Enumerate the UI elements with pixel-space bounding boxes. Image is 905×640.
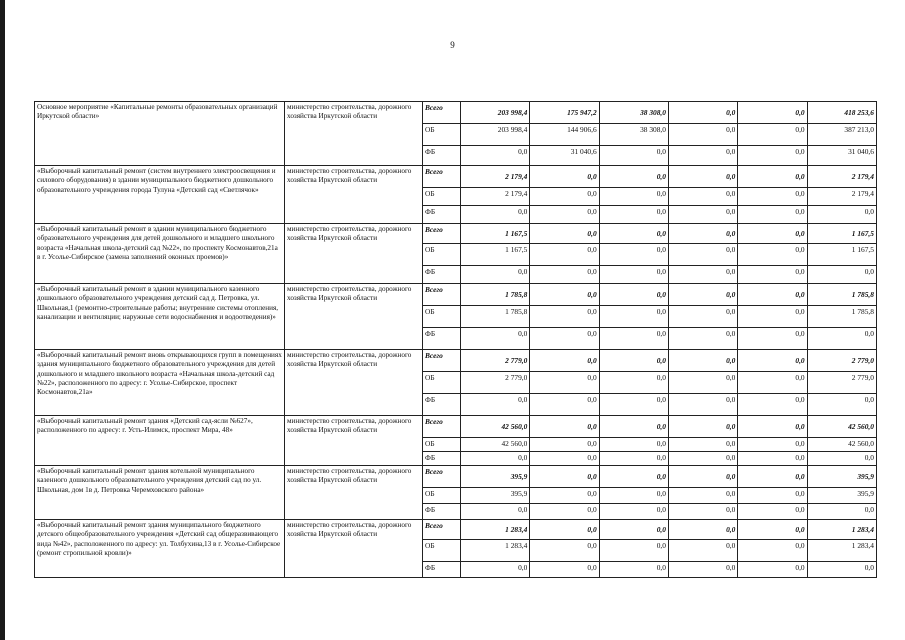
funding-source: Всего: [423, 466, 461, 488]
funding-source: ФБ: [423, 328, 461, 350]
total-amount-cell: 418 253,6: [807, 102, 876, 124]
amount-cell: 0,0: [599, 452, 668, 466]
amount-cell: 0,0: [599, 266, 668, 284]
amount-cell: 0,0: [668, 452, 737, 466]
amount-cell: 2 179,4: [461, 188, 530, 206]
total-amount-cell: 0,0: [807, 328, 876, 350]
funding-source: ФБ: [423, 266, 461, 284]
amount-cell: 2 779,0: [461, 350, 530, 372]
amount-cell: 0,0: [738, 102, 807, 124]
amount-cell: 0,0: [738, 206, 807, 224]
amount-cell: 0,0: [738, 452, 807, 466]
amount-cell: 144 906,6: [530, 124, 599, 146]
funding-source: ОБ: [423, 488, 461, 504]
amount-cell: 0,0: [599, 416, 668, 438]
total-amount-cell: 2 779,0: [807, 372, 876, 394]
amount-cell: 0,0: [530, 540, 599, 562]
total-amount-cell: 0,0: [807, 206, 876, 224]
budget-table-body: [35, 102, 877, 578]
amount-cell: 0,0: [530, 224, 599, 244]
funding-source: ФБ: [423, 394, 461, 416]
amount-cell: 0,0: [530, 166, 599, 188]
amount-cell: 0,0: [599, 394, 668, 416]
amount-cell: 0,0: [461, 394, 530, 416]
measure-description: «Выборочный капитальный ремонт в здании муниципального бюджетного образовательного учреждения для детей дошкольного и младшего школьного возраста «Начальная школа-детский сад №22», по проспекту Космонавтов,21а в г. Усолье-Сибирское (замена заполнений оконных проемов)»: [35, 224, 285, 284]
funding-source: ОБ: [423, 438, 461, 452]
amount-cell: 0,0: [668, 266, 737, 284]
responsible-executor: министерство строительства, дорожного хозяйства Иркутской области: [285, 416, 423, 466]
amount-cell: 2 779,0: [461, 372, 530, 394]
funding-source: ОБ: [423, 540, 461, 562]
responsible-executor: министерство строительства, дорожного хозяйства Иркутской области: [285, 466, 423, 520]
amount-cell: 0,0: [738, 224, 807, 244]
amount-cell: 1 283,4: [461, 520, 530, 540]
total-amount-cell: 1 785,8: [807, 284, 876, 306]
amount-cell: 0,0: [461, 266, 530, 284]
funding-source: ФБ: [423, 452, 461, 466]
funding-source: Всего: [423, 416, 461, 438]
measure-description: «Выборочный капитальный ремонт здания котельной муниципального казенного дошкольного образовательного учреждения детский сад по ул. Школьная, дом 1в д. Петровка Черемховского района»: [35, 466, 285, 520]
responsible-executor: министерство строительства, дорожного хозяйства Иркутской области: [285, 102, 423, 166]
funding-source: ФБ: [423, 206, 461, 224]
amount-cell: 0,0: [530, 416, 599, 438]
amount-cell: 0,0: [461, 504, 530, 520]
table-row: [35, 520, 877, 540]
total-amount-cell: 2 179,4: [807, 166, 876, 188]
amount-cell: 0,0: [738, 540, 807, 562]
amount-cell: 0,0: [668, 166, 737, 188]
amount-cell: 0,0: [668, 188, 737, 206]
amount-cell: 395,9: [461, 488, 530, 504]
amount-cell: 0,0: [530, 438, 599, 452]
amount-cell: 0,0: [599, 540, 668, 562]
amount-cell: 0,0: [461, 206, 530, 224]
amount-cell: 0,0: [599, 350, 668, 372]
amount-cell: 0,0: [668, 350, 737, 372]
amount-cell: 0,0: [530, 284, 599, 306]
total-amount-cell: 387 213,0: [807, 124, 876, 146]
amount-cell: 0,0: [668, 520, 737, 540]
amount-cell: 0,0: [530, 188, 599, 206]
amount-cell: 0,0: [738, 306, 807, 328]
scan-edge: [0, 0, 5, 640]
amount-cell: 0,0: [738, 488, 807, 504]
funding-source: ФБ: [423, 146, 461, 166]
amount-cell: 0,0: [738, 350, 807, 372]
funding-source: Всего: [423, 284, 461, 306]
responsible-executor: министерство строительства, дорожного хозяйства Иркутской области: [285, 224, 423, 284]
amount-cell: 0,0: [530, 520, 599, 540]
amount-cell: 0,0: [668, 206, 737, 224]
amount-cell: 0,0: [738, 520, 807, 540]
amount-cell: 0,0: [599, 146, 668, 166]
total-amount-cell: 2 779,0: [807, 350, 876, 372]
amount-cell: 1 283,4: [461, 540, 530, 562]
amount-cell: 42 560,0: [461, 416, 530, 438]
funding-source: Всего: [423, 166, 461, 188]
amount-cell: 203 998,4: [461, 102, 530, 124]
amount-cell: 0,0: [668, 306, 737, 328]
amount-cell: 0,0: [599, 224, 668, 244]
table-row: [35, 466, 877, 488]
total-amount-cell: 1 167,5: [807, 244, 876, 266]
amount-cell: 0,0: [530, 562, 599, 578]
funding-source: Всего: [423, 224, 461, 244]
amount-cell: 0,0: [738, 416, 807, 438]
amount-cell: 0,0: [530, 452, 599, 466]
funding-source: Всего: [423, 102, 461, 124]
responsible-executor: министерство строительства, дорожного хозяйства Иркутской области: [285, 520, 423, 578]
amount-cell: 0,0: [738, 466, 807, 488]
amount-cell: 0,0: [738, 124, 807, 146]
amount-cell: 0,0: [668, 466, 737, 488]
amount-cell: 0,0: [461, 146, 530, 166]
amount-cell: 0,0: [738, 504, 807, 520]
amount-cell: 0,0: [738, 328, 807, 350]
amount-cell: 0,0: [530, 488, 599, 504]
amount-cell: 42 560,0: [461, 438, 530, 452]
measure-description: «Выборочный капитальный ремонт вновь открывающихся групп в помещениях здания муниципального бюджетного образовательного учреждения для детей дошкольного и младшего школьного возраста «Начальная школа-детский сад №22», расположенного по адресу: г. Усолье-Сибирское, проспект Космонавтов,21а»: [35, 350, 285, 416]
measure-description: Основное мероприятие «Капитальные ремонты образовательных организаций Иркутской области»: [35, 102, 285, 166]
amount-cell: 0,0: [738, 372, 807, 394]
measure-description: «Выборочный капитальный ремонт (систем внутреннего электроосвещения и силового оборудования) в здании муниципального бюджетного дошкольного образовательного учреждения города Тулуна «Детский сад «Светлячок»: [35, 166, 285, 224]
total-amount-cell: 1 283,4: [807, 540, 876, 562]
amount-cell: 0,0: [599, 328, 668, 350]
amount-cell: 0,0: [530, 306, 599, 328]
amount-cell: 1 167,5: [461, 224, 530, 244]
total-amount-cell: 395,9: [807, 466, 876, 488]
amount-cell: 0,0: [599, 372, 668, 394]
amount-cell: 0,0: [668, 504, 737, 520]
amount-cell: 0,0: [530, 206, 599, 224]
amount-cell: 175 947,2: [530, 102, 599, 124]
amount-cell: 0,0: [530, 466, 599, 488]
amount-cell: 1 785,8: [461, 284, 530, 306]
amount-cell: 0,0: [738, 244, 807, 266]
amount-cell: 0,0: [668, 284, 737, 306]
amount-cell: 0,0: [599, 520, 668, 540]
total-amount-cell: 1 785,8: [807, 306, 876, 328]
amount-cell: 0,0: [738, 146, 807, 166]
amount-cell: 0,0: [530, 266, 599, 284]
budget-table: [34, 101, 877, 578]
funding-source: ОБ: [423, 306, 461, 328]
total-amount-cell: 0,0: [807, 562, 876, 578]
funding-source: Всего: [423, 350, 461, 372]
amount-cell: 0,0: [738, 394, 807, 416]
funding-source: ФБ: [423, 504, 461, 520]
amount-cell: 1 167,5: [461, 244, 530, 266]
amount-cell: 0,0: [599, 488, 668, 504]
amount-cell: 0,0: [668, 224, 737, 244]
funding-source: ОБ: [423, 188, 461, 206]
amount-cell: 0,0: [599, 284, 668, 306]
funding-source: ОБ: [423, 372, 461, 394]
amount-cell: 0,0: [599, 504, 668, 520]
total-amount-cell: 2 179,4: [807, 188, 876, 206]
amount-cell: 1 785,8: [461, 306, 530, 328]
total-amount-cell: 0,0: [807, 266, 876, 284]
amount-cell: 0,0: [599, 466, 668, 488]
amount-cell: 0,0: [668, 102, 737, 124]
amount-cell: 0,0: [668, 562, 737, 578]
amount-cell: 0,0: [738, 266, 807, 284]
amount-cell: 0,0: [461, 562, 530, 578]
amount-cell: 0,0: [738, 166, 807, 188]
measure-description: «Выборочный капитальный ремонт здания муниципального бюджетного детского общеобразовательного учреждения «Детский сад общеразвивающего вида №42», расположенного по адресу: ул. Толбухина,13 в г. Усолье-Сибирское (ремонт стропильной кровли)»: [35, 520, 285, 578]
amount-cell: 0,0: [530, 504, 599, 520]
amount-cell: 0,0: [461, 452, 530, 466]
amount-cell: 0,0: [599, 206, 668, 224]
amount-cell: 0,0: [599, 166, 668, 188]
total-amount-cell: 395,9: [807, 488, 876, 504]
table-row: [35, 166, 877, 188]
amount-cell: 0,0: [530, 372, 599, 394]
responsible-executor: министерство строительства, дорожного хозяйства Иркутской области: [285, 166, 423, 224]
amount-cell: 0,0: [738, 284, 807, 306]
amount-cell: 0,0: [530, 328, 599, 350]
amount-cell: 0,0: [599, 562, 668, 578]
amount-cell: 395,9: [461, 466, 530, 488]
responsible-executor: министерство строительства, дорожного хозяйства Иркутской области: [285, 350, 423, 416]
amount-cell: 0,0: [668, 394, 737, 416]
table-row: [35, 224, 877, 244]
total-amount-cell: 0,0: [807, 394, 876, 416]
measure-description: «Выборочный капитальный ремонт в здании муниципального казенного дошкольного образовательного учреждения детский сад д. Петровка, ул. Школьная,1 (ремонтно-строительные работы; внутренние системы отопления, канализации и вентиляции; наружные сети водоснабжения и водоотведения)»: [35, 284, 285, 350]
page-number: 9: [450, 40, 455, 50]
amount-cell: 0,0: [530, 244, 599, 266]
funding-source: ОБ: [423, 124, 461, 146]
total-amount-cell: 0,0: [807, 504, 876, 520]
amount-cell: 0,0: [599, 188, 668, 206]
amount-cell: 38 308,0: [599, 124, 668, 146]
amount-cell: 0,0: [668, 438, 737, 452]
amount-cell: 203 998,4: [461, 124, 530, 146]
amount-cell: 38 308,0: [599, 102, 668, 124]
table-row: [35, 416, 877, 438]
amount-cell: 0,0: [530, 394, 599, 416]
amount-cell: 0,0: [530, 350, 599, 372]
funding-source: Всего: [423, 520, 461, 540]
amount-cell: 0,0: [668, 244, 737, 266]
amount-cell: 0,0: [668, 540, 737, 562]
total-amount-cell: 42 560,0: [807, 416, 876, 438]
amount-cell: 0,0: [668, 416, 737, 438]
total-amount-cell: 1 167,5: [807, 224, 876, 244]
responsible-executor: министерство строительства, дорожного хозяйства Иркутской области: [285, 284, 423, 350]
amount-cell: 0,0: [668, 372, 737, 394]
total-amount-cell: 42 560,0: [807, 438, 876, 452]
total-amount-cell: 0,0: [807, 452, 876, 466]
amount-cell: 0,0: [461, 328, 530, 350]
amount-cell: 0,0: [668, 124, 737, 146]
funding-source: ФБ: [423, 562, 461, 578]
amount-cell: 0,0: [668, 328, 737, 350]
amount-cell: 0,0: [668, 488, 737, 504]
table-row: [35, 350, 877, 372]
total-amount-cell: 1 283,4: [807, 520, 876, 540]
amount-cell: 0,0: [738, 562, 807, 578]
amount-cell: 0,0: [599, 244, 668, 266]
amount-cell: 0,0: [668, 146, 737, 166]
measure-description: «Выборочный капитальный ремонт здания «Детский сад-ясли №627», расположенного по адресу: г. Усть-Илимск, проспект Мира, 48»: [35, 416, 285, 466]
total-amount-cell: 31 040,6: [807, 146, 876, 166]
table-row: [35, 102, 877, 124]
amount-cell: 0,0: [599, 438, 668, 452]
table-row: [35, 284, 877, 306]
funding-source: ОБ: [423, 244, 461, 266]
amount-cell: 2 179,4: [461, 166, 530, 188]
amount-cell: 0,0: [599, 306, 668, 328]
amount-cell: 31 040,6: [530, 146, 599, 166]
amount-cell: 0,0: [738, 438, 807, 452]
amount-cell: 0,0: [738, 188, 807, 206]
